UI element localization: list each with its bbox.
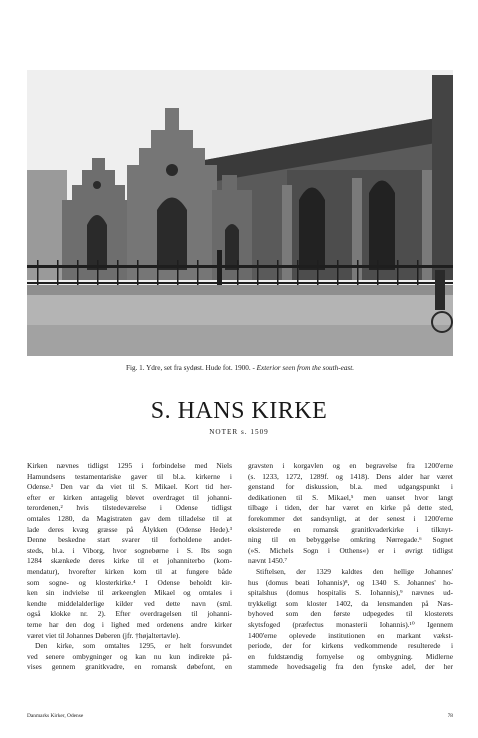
body-line: Denne beskedne start svarer til forholdene andet- (27, 535, 232, 545)
body-line: mendatur), hvorefter kirken kom til at fungere både (27, 566, 232, 576)
caption-english: Exterior seen from the south-east. (256, 364, 355, 372)
body-line: stammede hovedsagelig fra den fynske adel, der her (248, 662, 453, 672)
body-line: 1400'erne oplevede institutionen en markant vækst- (248, 630, 453, 640)
body-line: kendte middelalderlige kilder ved dette navn (sml. (27, 598, 232, 608)
text-column-left (27, 461, 232, 673)
body-line: nævnt 1450.⁷ (248, 556, 288, 566)
body-line: som sogne- og klosterkirke.⁴ I Odense beholdt kir- (27, 577, 232, 587)
body-line: været viet til Johannes Døberen (jfr. †højaltertavle). (27, 630, 181, 640)
page-subtitle: NOTER s. 1509 (209, 428, 269, 436)
body-line: ning til en bebyggelse omkring Nørregade.⁶ Sognet (248, 535, 453, 545)
body-line: Den kirke, som omtaltes 1295, er helt forsvundet (35, 641, 232, 651)
page-number: 78 (447, 713, 453, 719)
body-line: genstand for diskussion, bl.a. med udgangspunkt i (248, 482, 453, 492)
body-line: lade deres kvæg græsse på Ålykken (Odense Hede).³ (27, 524, 232, 534)
text-column-right (248, 461, 453, 673)
body-line: (s. 1233, 1272, 1289f. og 1418). Dens alder har været (248, 471, 453, 481)
body-line: spitalshus (domus hospitalis S. Iohannis),⁹ nævnes ud- (248, 588, 453, 598)
body-line: ken sin indvielse til ærkeenglen Mikael og omtales i (27, 588, 232, 598)
body-line: 1284 skænkede deres kirke til et johanniterbo (kom- (27, 556, 232, 566)
body-line: forekommer det sandsynligt, at der senest i 1200'erne (248, 513, 453, 523)
body-line: efter er kirken antagelig blevet overdraget til johanni- (27, 492, 232, 502)
exterior-photograph (27, 70, 453, 356)
body-line: Stiftelsen, der 1329 kaldtes den hellige Johannes' (256, 566, 453, 576)
body-line: ved senere ombygninger og kan nu kun indirekte på- (27, 651, 232, 661)
body-line: gravsten i korgavlen og en begravelse fra 1200'erne (248, 461, 453, 470)
body-line: Hamundsens testamentariske gaver til bl.a. kirkerne i (27, 471, 232, 481)
body-line: Odense.¹ Den var da viet til S. Mikael. Kort tid her- (27, 482, 232, 492)
body-line: en fuldstændig fornyelse og ombygning. Midlerne (248, 651, 453, 661)
body-line: tilbage i tiden, der har været en kirke på dette sted, (248, 503, 453, 513)
caption-danish: Fig. 1. Ydre, set fra sydøst. Hude fot. 1900. - (125, 364, 257, 372)
body-line: periode, der for kirkens vedkommende resulterede i (248, 641, 453, 651)
body-line: dedikationen til S. Mikael,⁵ men uanset hvor langt (248, 492, 453, 502)
body-line: vises gennem granitkvadre, en romansk døbefont, en (27, 662, 232, 672)
body-line: omtales 1280, da Magistraten gav dem tilladelse til at (27, 513, 232, 523)
body-line: også klokke nr. 2). Efter overdragelsen til johanni- (27, 609, 232, 619)
body-line: Kirken nævnes tidligst 1295 i forbindelse med Niels (27, 461, 232, 470)
body-line: eksisterede en romansk granitkvaderkirke i tilknyt- (248, 524, 453, 534)
page-title: S. HANS KIRKE (150, 398, 328, 424)
body-line: byhoved som den første udpegedes til klosterets (248, 609, 453, 619)
figure-caption (27, 364, 453, 373)
body-line: (»S. Michels Sogn i Otthens«) er i øvrigt tidligst (248, 545, 453, 555)
body-line: terne har den dog i lighed med ordenens andre kirker (27, 619, 232, 629)
body-line: terordenen,² hvis tilstedeværelse i Odense tidligst (27, 503, 232, 513)
body-line: trykkeligt som kloster 1402, da lensmanden på Næs- (248, 598, 453, 608)
body-line: hus (domus beati Iohannis)⁸, og 1340 S. Johannes' ho- (248, 577, 453, 587)
running-title: Danmarks Kirker, Odense (27, 713, 84, 719)
body-line: steds, bl.a. i Viborg, hvor sognebørne i S. Ibs sogn (27, 545, 232, 555)
body-line: skytsfoged (præfectus monasterii Iohannis).¹⁰ Igennem (248, 619, 453, 629)
